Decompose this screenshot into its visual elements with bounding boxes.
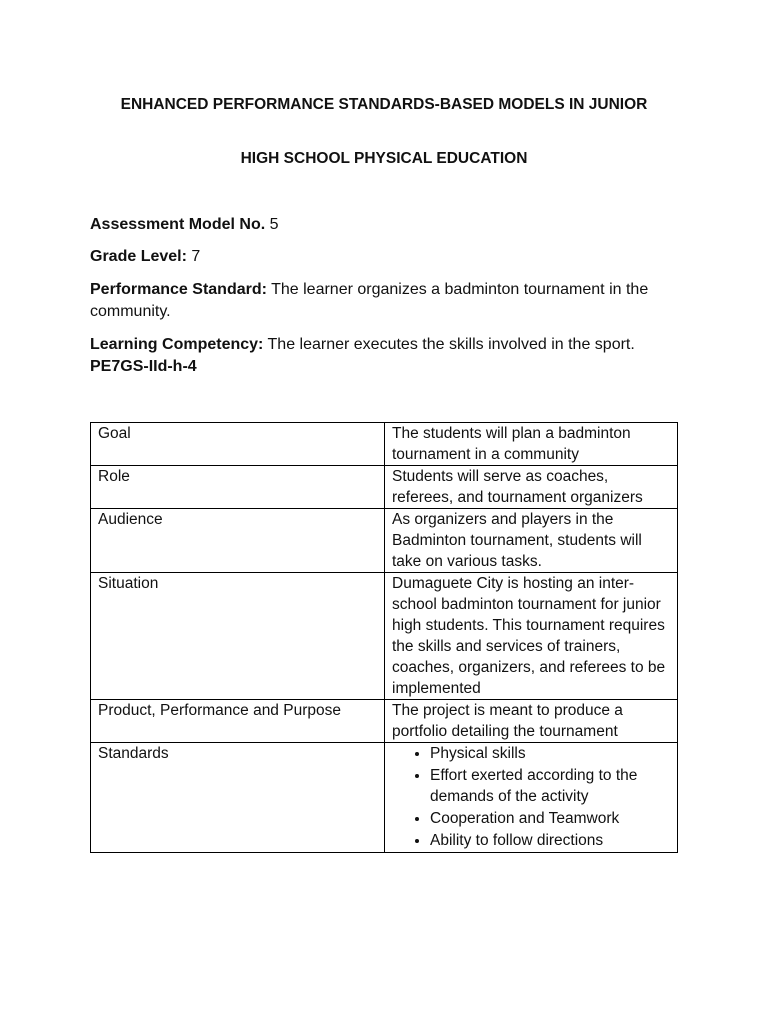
standards-list — [392, 743, 671, 852]
list-item: • Ability to follow directions — [430, 830, 671, 852]
table-row — [91, 466, 678, 509]
learning-competency-field — [90, 334, 690, 378]
table-row — [91, 573, 678, 700]
table-row — [91, 423, 678, 466]
row-label-product: Product, Performance and Purpose — [91, 700, 385, 743]
list-item: • Cooperation and Teamwork — [430, 808, 671, 830]
grade-level-value: 7 — [191, 248, 201, 265]
list-item: • Physical skills — [430, 743, 671, 765]
row-label-role: Role — [91, 466, 385, 509]
table-row — [91, 509, 678, 573]
row-value-goal: The students will plan a badminton tournament in a community — [385, 423, 678, 466]
row-label-situation: Situation — [91, 573, 385, 700]
row-value-audience: As organizers and players in the Badminton tournament, students will take on various tasks. — [385, 509, 678, 573]
grade-level-field — [90, 246, 690, 268]
performance-standard-field — [90, 279, 690, 323]
grasps-table — [90, 422, 678, 853]
document-title-line1: ENHANCED PERFORMANCE STANDARDS-BASED MODELS IN JUNIOR — [120, 96, 648, 113]
learning-competency-label: Learning Competency: — [90, 336, 264, 353]
competency-code: PE7GS-IId-h-4 — [90, 358, 197, 375]
performance-standard-label: Performance Standard: — [90, 281, 267, 298]
list-item: • Effort exerted according to the demands of the activity — [430, 765, 671, 808]
performance-standard-value: The learner organizes a badminton tournament in the community. — [90, 281, 649, 320]
assessment-model-value: 5 — [269, 216, 279, 233]
learning-competency-value: The learner executes the skills involved in the sport. — [267, 336, 635, 353]
table-row — [91, 700, 678, 743]
table-row — [91, 743, 678, 853]
document-title-line2: HIGH SCHOOL PHYSICAL EDUCATION — [240, 150, 528, 167]
row-value-role: Students will serve as coaches, referees, and tournament organizers — [385, 466, 678, 509]
row-value-standards — [385, 743, 678, 853]
row-value-product: The project is meant to produce a portfolio detailing the tournament — [385, 700, 678, 743]
assessment-model-field — [90, 214, 690, 236]
row-label-audience: Audience — [91, 509, 385, 573]
row-label-goal: Goal — [91, 423, 385, 466]
row-value-situation: Dumaguete City is hosting an inter-school badminton tournament for junior high students. This tournament requires the skills and services of trainers, coaches, organizers, and referees to be implemented — [385, 573, 678, 700]
row-label-standards: Standards — [91, 743, 385, 853]
assessment-model-label: Assessment Model No. — [90, 216, 266, 233]
grade-level-label: Grade Level: — [90, 248, 187, 265]
